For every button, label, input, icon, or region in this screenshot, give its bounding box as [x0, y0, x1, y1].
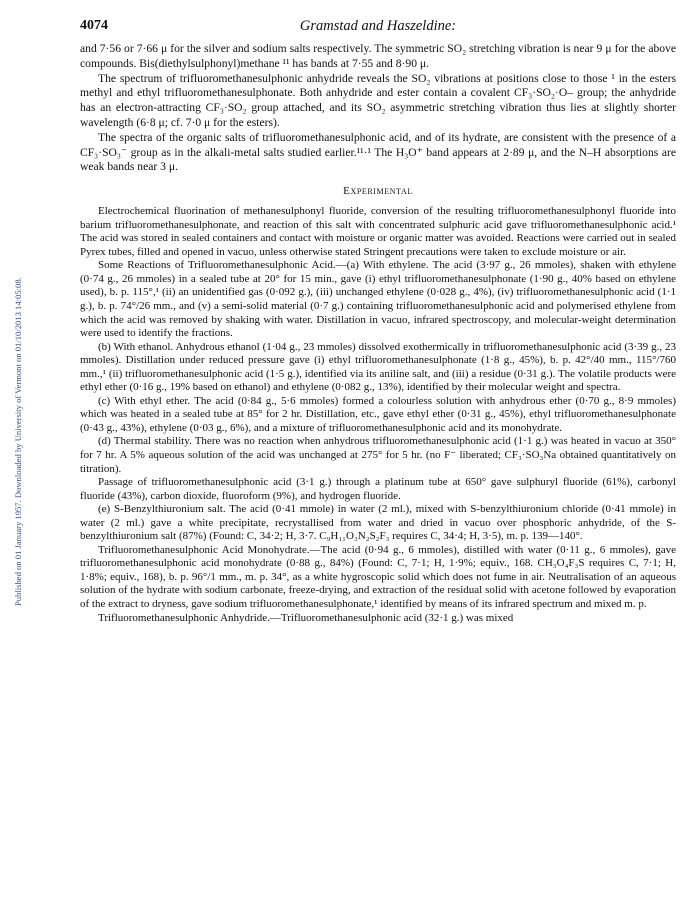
experimental-paragraph-7: (e) S-Benzylthiuronium salt. The acid (0·41 mmole) in water (2 ml.), mixed with S-benzylthiuronium chloride (0·41 mmole) in water (2 ml.) gave a white precipitate, recrystallised from water and dried in vacuo over phosphoric anhydride, of the S-benzylthiuronium salt (87%) (Found: C, 34·2; H, 3·7. C₉H₁₁O₃N₂S₂F₃ requires C, 34·4; H, 3·5), m. p. 139—140°. [80, 503, 676, 543]
body-paragraph-1: and 7·56 or 7·66 μ for the silver and sodium salts respectively. The symmetric SO₂ stretching vibration is near 9 μ for the above compounds. Bis(diethylsulphonyl)methane ¹¹ has bands at 7·55 and 8·90 μ. [80, 42, 676, 70]
experimental-section [80, 205, 676, 625]
experimental-paragraph-9: Trifluoromethanesulphonic Anhydride.—Trifluoromethanesulphonic acid (32·1 g.) was mixed [98, 611, 514, 624]
page-number: 4074 [80, 18, 108, 33]
experimental-paragraph-3: (b) With ethanol. Anhydrous ethanol (1·04 g., 23 mmoles) dissolved exothermically in trifluoromethanesulphonic acid (3·39 g., 23 mmoles). Distillation under reduced pressure gave (i) ethyl trifluoromethanesulphonate (1·8 g., 45%), b. p. 42°/40 mm., 115°/760 mm.,¹ (ii) trifluoromethanesulphonic acid (1·5 g.), identified via its aniline salt, and (iii) a residue (0·31 g.). The volatile products were ethyl ether (0·16 g., 19% based on ethanol) and ethylene (0·082 g., 13%), identified by their molecular weight and spectra. [80, 340, 676, 394]
experimental-paragraph-2: Some Reactions of Trifluoromethanesulphonic Acid.—(a) With ethylene. The acid (3·97 g., 26 mmoles), shaken with ethylene (0·74 g., 26 mmoles) in a sealed tube at 20° for 15 min., gave (i) ethyl trifluoromethanesulphonate (1·90 g., 40% based on ethylene used), b. p. 115°,¹ (ii) an unidentified gas (0·092 g.), (iii) unchanged ethylene (0·028 g., 4%), (iv) trifluoromethanesulphonic acid (1·1 g.), b. p. 74°/26 mm., and (v) a semi-solid material (0·7 g.) containing trifluoromethanesulphonic acid and polymerised ethylene from which the acid was removed by shaking with water. Distillation in vacuo, infrared spectroscopy, and molecular-weight determination were used to identify the fractions. [80, 259, 676, 340]
running-title: Gramstad and Haszeldine: [299, 18, 457, 34]
body-paragraph-3: The spectra of the organic salts of trifluoromethanesulphonic acid, and of its hydrate, are consistent with the presence of a CF₃·SO₃⁻ group as in the alkali-metal salts studied earlier.¹¹·¹ The H₃O⁺ band appears at 2·89 μ, and the N–H absorptions are weak bands near 3 μ. [80, 130, 676, 174]
experimental-paragraph-4: (c) With ethyl ether. The acid (0·84 g., 5·6 mmoles) formed a colourless solution with anhydrous ether (0·70 g., 8·9 mmoles) which was heated in a sealed tube at 85° for 2 hr. Distillation, etc., gave ethyl ether (0·31 g., 45%), ethyl trifluoromethanesulphonate (0·43 g., 43%), ethylene (0·03 g., 6%), and a mixture of trifluoromethanesulphonic acid and its monohydrate. [80, 394, 676, 434]
experimental-paragraph-5: (d) Thermal stability. There was no reaction when anhydrous trifluoromethanesulphonic acid (1·1 g.) was heated in vacuo at 350° for 7 hr. A 5% aqueous solution of the acid was unchanged at 275° for 5 hr. (no F⁻ liberated; CF₃·SO₃Na obtained quantitatively on titration). [80, 435, 676, 475]
body-paragraph-2: The spectrum of trifluoromethanesulphonic anhydride reveals the SO₂ vibrations at positions close to those ¹ in the esters methyl and ethyl trifluoromethanesulphonate. Both anhydride and ester contain a covalent CF₃·SO₂·O– group; the anhydride has an electron-attracting CF₃·SO₂ group attached, and its SO₂ asymmetric stretching vibration thus lies at slightly shorter wavelength (6·8 μ; cf. 7·0 μ for the esters). [80, 71, 676, 129]
running-header [80, 18, 676, 42]
experimental-paragraph-8: Trifluoromethanesulphonic Acid Monohydrate.—The acid (0·94 g., 6 mmoles), distilled with water (0·11 g., 6 mmoles), gave trifluoromethanesulphonic acid monohydrate (0·88 g., 84%) (Found: C, 7·1; H, 1·9%; equiv., 168. CH₃O₄F₃S requires C, 7·1; H, 1·8%; equiv., 168), b. p. 96°/1 mm., m. p. 34°, as a white hygroscopic solid which does not fume in air. Neutralisation of an aqueous solution of the hydrate with sodium carbonate, freeze-drying, and extraction of the residual solid with acetone followed by evaporation of the extract to dryness, gave sodium trifluoromethanesulphonate,¹ identified by means of its infrared spectrum and mixed m. p. [80, 543, 676, 611]
publication-sidebar [3, 10, 23, 610]
paper-page [80, 18, 676, 625]
section-heading-experimental: Experimental [343, 185, 413, 198]
experimental-paragraph-1: Electrochemical fluorination of methanesulphonyl fluoride, conversion of the resulting trifluoromethanesulphonyl fluoride into barium trifluoromethanesulphonate, and reaction of this salt with concentrated sulphuric acid gave trifluoromethanesulphonic acid.¹ The acid was stored in sealed containers and contact with moisture or organic matter was avoided. Reactions were carried out in sealed Pyrex tubes, filled and opened in vacuo, unless otherwise stated Stringent precautions were taken to exclude moisture or air. [80, 205, 676, 258]
publication-info-text: Published on 01 January 1957. Downloaded by University of Vermont on 01/10/2013 14:05:08. [13, 277, 23, 606]
experimental-paragraph-6: Passage of trifluoromethanesulphonic acid (3·1 g.) through a platinum tube at 650° gave sulphuryl fluoride (61%), carbonyl fluoride (43%), carbon dioxide, fluoroform (9%), and hydrogen fluoride. [80, 476, 676, 502]
